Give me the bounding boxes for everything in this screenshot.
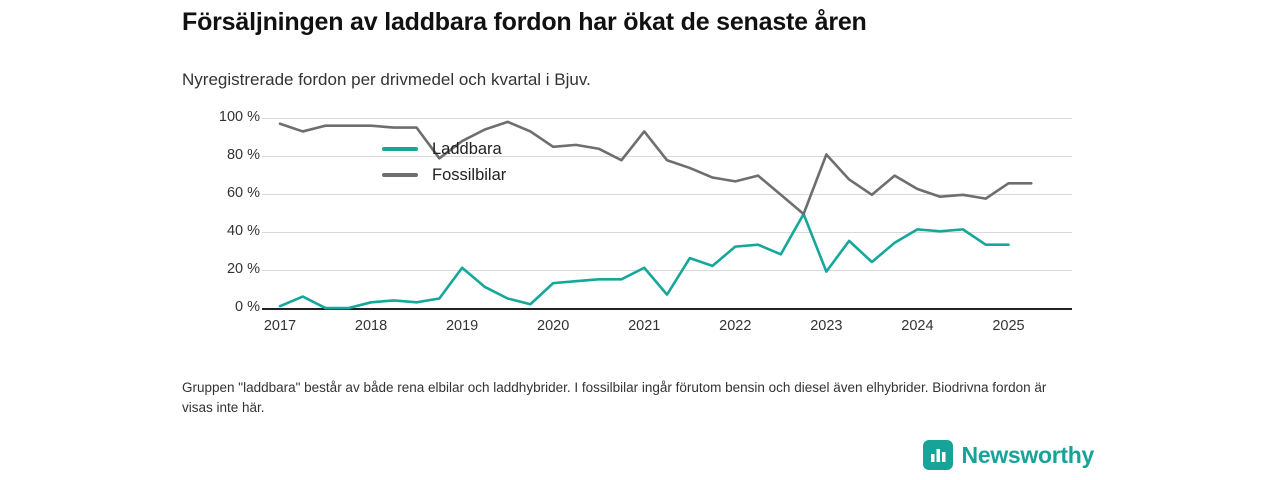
y-tick-label: 60 % [226,185,260,201]
bar-chart-icon [923,440,953,470]
y-tick-label: 40 % [226,223,260,239]
y-tick-label: 0 % [235,299,260,315]
x-tick-label: 2019 [445,318,479,334]
brand-logo [923,440,1094,470]
chart-subtitle: Nyregistrerade fordon per drivmedel och kvartal i Bjuv. [182,70,591,89]
y-tick-label: 100 % [218,109,260,125]
x-tick-label: 2025 [992,318,1025,334]
x-tick-label: 2023 [810,318,843,334]
plot-area [218,109,1072,334]
legend-item-fossilbilar [382,162,506,188]
chart-legend [382,136,506,188]
brand-name: Newsworthy [961,441,1094,468]
legend-label-laddbara: Laddbara [432,139,502,158]
y-tick-label: 80 % [226,147,260,163]
x-tick-label: 2017 [263,318,297,334]
chart-footnote: Gruppen "laddbara" består av både rena elbilar och laddhybrider. I fossilbilar ingår förutom bensin och diesel även elhybrider. Biodrivna fordon är visas inte här. [182,380,1047,415]
x-tick-label: 2022 [719,318,752,334]
y-tick-label: 20 % [226,261,260,277]
legend-swatch-fossilbilar [382,173,418,177]
page-title: Försäljningen av laddbara fordon har ökat de senaste åren [182,8,867,36]
legend-label-fossilbilar: Fossilbilar [432,165,507,184]
x-tick-label: 2024 [901,318,934,334]
x-tick-label: 2020 [537,318,570,334]
x-tick-label: 2018 [354,318,388,334]
line-laddbara [280,214,1008,308]
legend-item-laddbara [382,136,506,162]
legend-swatch-laddbara [382,147,418,151]
chart-container [182,108,1082,338]
x-tick-label: 2021 [628,318,661,334]
